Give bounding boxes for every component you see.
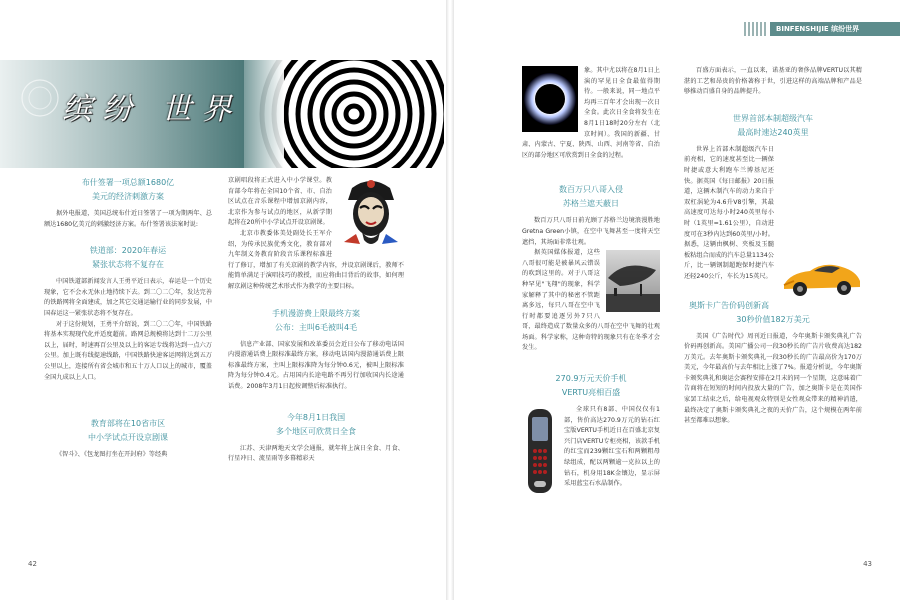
right-column-1 xyxy=(522,66,660,501)
page-number: 43 xyxy=(863,560,872,568)
article-subtitle: 最高时速达240英里 xyxy=(737,127,809,137)
solar-eclipse-image xyxy=(522,66,578,132)
article-body: 江苏、天津两地天文学会通报，就年将上演日全食、月食、行星冲日、流星雨等多幕精彩天 xyxy=(228,444,404,463)
article-body: 北京市教委体美处副处长王军介绍，为传承民族优秀文化，教育部对九年制义务教育阶段音乐课程标准进行了修订，增加了有关京剧的教学内容，并设京剧课后，教师不能简单满足于演唱技巧的教授，而应将曲目背后的故事，如何理解京剧这种传统艺术形式作为教学的主要目标。 xyxy=(228,229,404,290)
supercar-image xyxy=(780,245,862,307)
article-subtitle: 苏格兰遮天蔽日 xyxy=(563,199,619,209)
article-title: 教育部将在10省市区 xyxy=(90,419,166,429)
article-body: 据外电报道，美国总统布什近日签署了一项为期两年、总额达1680亿美元的刺激经济方案。布什签署该法案时说: xyxy=(44,210,212,228)
column-name-bar: BINFENSHIJIE 缤纷世界 xyxy=(770,22,900,36)
column-header xyxy=(454,0,900,60)
article-subtitle: 多个地区可欣赏日全食 xyxy=(276,426,356,436)
article-subtitle: 美元的经济刺激方案 xyxy=(92,192,164,201)
article-title: 手机漫游费上限最终方案 xyxy=(272,308,360,318)
article-title: 布什签署一项总额1680亿 xyxy=(81,178,175,187)
article-title: 世界首部本制超级汽车 xyxy=(733,113,813,123)
article-subtitle: 公布：主叫6毛被叫4毛 xyxy=(274,322,358,332)
vertu-phone-image xyxy=(522,405,558,497)
article-subtitle: 30秒价值182万美元 xyxy=(736,314,810,324)
left-page xyxy=(0,0,446,600)
article-title: 奥斯卡广告价码创新高 xyxy=(689,300,769,310)
section-title: 缤纷 世界 xyxy=(62,92,242,127)
right-column-2 xyxy=(684,66,862,427)
article-body: 信息产业部、国家发展和改革委员会近日公布了移动电话国内漫游通话费上限标准最终方案，移动电话国内漫游通话费上限标准最终方案，主叫上限标准降为每分钟0.6元，被叫上限标准降为每分钟0.4元。占用国内长途电路不再另行加收国内长途通话费。2008年3月1日起按调整后标准执行。 xyxy=(228,340,404,390)
article-body: 《智斗》、《包龙图打坐在开封府》等经典 xyxy=(56,451,168,459)
page-number: 42 xyxy=(28,560,37,568)
article-body: 京剧唱段将正式进入中小学课堂。教育部今年将在全国10个省、市、自治区试点在音乐课程中增加京剧内容，北京作为参与试点的地区，从新学期起将在20所中小学试点开设京剧课。 xyxy=(228,177,332,227)
article-subtitle: VERTU亮相百盛 xyxy=(561,388,621,398)
article-body: 对于这份规划，王勇平介绍说，到二〇二〇年，中国铁路将基本实现现代化并适度超前。路网总规模将达到十二万公里以上，届时，时速再百公里及以上的客运专线将达到一点六万公里。加上既有线提速线路，中国铁路快速客运网将达到五万公里以上，连接所有省会城市和五十万人口以上的城市，覆盖全国九成以上人口。 xyxy=(44,320,212,381)
article-subtitle: 紧张状态将不复存在 xyxy=(92,260,164,270)
spiral-circles-image xyxy=(244,60,444,168)
article-body: 据英国媒体报道，这些八哥很可能是被暴风云错误的吹到这里的。对于八哥这种罕见"飞翔"的现象，科学家解释了其中的秘密不管距离多远，每只八哥在空中飞行时都要追逐另外7只八哥，最终造成了数量众多的八哥在空中飞舞的壮观场面。科学家称，这种奇特的现象只有在冬季才会发生。 xyxy=(522,249,660,352)
decorative-logo-icon xyxy=(18,76,62,120)
article-body: 中国铁道部新闻发言人王勇平近日表示，春运是一个历史现象，它不会永无休止地持续下去。到二〇二〇年，发达完善的铁路网将全面建成，加之其它交通运输行业的同步发展，中国春运这一紧张状态将不复存在。 xyxy=(44,278,212,317)
article-title: 铁道部：2020年春运 xyxy=(89,246,167,256)
article-body: 美国《广告时代》周刊近日报道，今年奥斯卡颁奖典礼广告价码再创新高。美国广播公司一段30秒长的广告片收费高达182万美元。去年奥斯卡颁奖典礼一段30秒长的广告最高价为170万美元，今年最高价与去年相比上涨了7%。报道分析说，今年奥斯卡颁奖典礼和奥运会赛程安排在2月末的同一个星期，这意味着广告商将在短短的时间内投放大量的广告，加之奥斯卡是在美国作家罢工结束之后，给电视观众特别是女性观众带来的精神消遣，最终决定了奥斯卡颁奖典礼之夜的天价广告，这个规模在两年前甚至都难以想象。 xyxy=(684,332,862,425)
article-body: 百盛方面表示，一直以来，诺基亚的奢侈品牌VERTU以其精湛的工艺和昂贵的价格著称于世，引进这样的高端品牌和产品是够推动百盛自身的品牌提升。 xyxy=(684,67,862,96)
article-body: 数百万只八哥日前光顾了苏格兰边境浪漫胜地Gretna Green小镇，在空中飞舞甚至一度将天空遮挡，其场面非常壮观。 xyxy=(522,217,660,246)
article-subtitle: 中小学试点开设京剧课 xyxy=(88,433,168,443)
article-title: 270.9万元天价手机 xyxy=(555,374,627,384)
opera-mask-image xyxy=(338,178,404,248)
left-column-2 xyxy=(228,176,404,465)
starlings-sky-image xyxy=(606,250,660,312)
article-title: 今年8月1日我国 xyxy=(286,412,346,422)
left-column-1 xyxy=(44,176,212,461)
right-page xyxy=(454,0,900,600)
article-body: 象。其中尤以将在8月1日上演的罕见日全食最值得期待。一般来说，同一地点平均再三百年才会出现一次日全食。此次日全食将发生在8月1日18时20分左右（北京时间）。我国的新疆、甘肃、内蒙古、宁夏、陕西、山西、河南等省、自治区的部分地区可欣赏到日全食的过程。 xyxy=(522,67,660,159)
article-body: 世界上首部木制超级汽车日前亮相，它的速度甚至比一辆保时捷或意大利跑车兰博基尼还快。据英国《每日邮报》20日报道，这辆木制汽车的动力来自于双杠涡轮为4.6升V8引擎，其最高速度可达每小时240英里每小时（1英里=1.61公里），自动进度可在3秒内达到60英里/小时。据悉，这辆由枫树、夹板及玉髓板粘组合而成的汽车总量1134公斤，比一辆钢制超跑保时捷汽车还轻240公斤，车长为15英尺。 xyxy=(684,145,774,280)
article-title: 数百万只八哥入侵 xyxy=(559,185,623,195)
page-gutter xyxy=(446,0,454,600)
title-banner xyxy=(0,60,244,168)
article-body: 全球只有8部、中国仅仅有1部，售价高达270.9万元的钻石红宝版VERTU手机近日在百盛北京复兴门店VERTU专柜亮相，该款手机的红宝而239颗红宝石和两颗粗母绿组成，配以两颗逾一克拉以上的钻石，机身用18K金镶边，显示屏采用蓝宝石水晶制作。 xyxy=(564,406,660,488)
